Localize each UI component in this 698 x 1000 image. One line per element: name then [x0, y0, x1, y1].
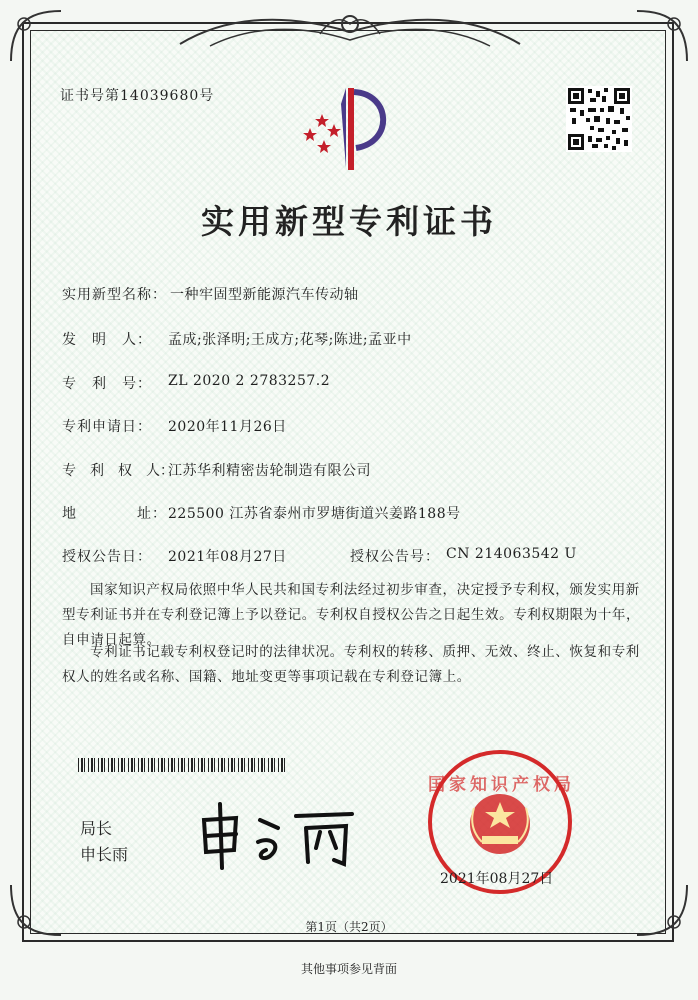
patent-number-label: 专 利 号：	[62, 376, 152, 392]
patent-number: ZL 2020 2 2783257.2	[168, 373, 331, 389]
certificate-title: 实用新型专利证书	[201, 202, 497, 241]
utility-model-name-label: 实用新型名称：	[62, 287, 167, 303]
address-label: 地 址：	[62, 506, 167, 522]
qr-code	[566, 86, 632, 152]
filing-date-label: 专利申请日：	[62, 419, 152, 435]
filing-date: 2020年11月26日	[168, 419, 287, 435]
patentee-label: 专 利 权 人：	[62, 463, 174, 479]
corner-ornament-top-right	[632, 6, 692, 66]
grant-number: CN 214063542 U	[446, 546, 577, 562]
seal-text: 国家知识产权局	[428, 775, 575, 795]
inventor-names: 孟成;张泽明;王成方;花琴;陈进;孟亚中	[168, 332, 412, 348]
utility-model-name: 一种牢固型新能源汽车传动轴	[170, 287, 359, 303]
patent-office-logo	[296, 84, 396, 174]
corner-ornament-top-left	[6, 6, 66, 66]
grant-date: 2021年08月27日	[168, 549, 287, 565]
seal-date: 2021年08月27日	[440, 871, 554, 887]
grant-date-label: 授权公告日：	[62, 549, 152, 565]
patentee-name: 江苏华利精密齿轮制造有限公司	[168, 463, 371, 479]
grant-statement: 国家知识产权局依照中华人民共和国专利法经过初步审查，决定授予专利权，颁发实用新型专利证书并在专利登记簿上予以登记。专利权自授权公告之日起生效。专利权期限为十年，自申请日起算。	[62, 582, 641, 648]
legal-status-statement: 专利证书记载专利权登记时的法律状况。专利权的转移、质押、无效、终止、恢复和专利权人的姓名或名称、国籍、地址变更等事项记载在专利登记簿上。	[62, 644, 640, 685]
barcode	[78, 758, 286, 772]
footer-note: 其他事项参见背面	[300, 962, 397, 976]
certificate-number: 证书号第14039680号	[60, 88, 215, 104]
director-name: 申长雨	[80, 845, 129, 864]
director-title: 局长	[80, 819, 113, 838]
page-indicator: 第1页（共2页）	[305, 920, 393, 934]
address-value: 225500 江苏省泰州市罗塘街道兴姜路188号	[168, 506, 461, 522]
top-ornament	[170, 4, 530, 56]
director-signature	[196, 798, 366, 872]
grant-number-label: 授权公告号：	[350, 549, 440, 565]
inventor-label: 发 明 人：	[62, 332, 152, 348]
